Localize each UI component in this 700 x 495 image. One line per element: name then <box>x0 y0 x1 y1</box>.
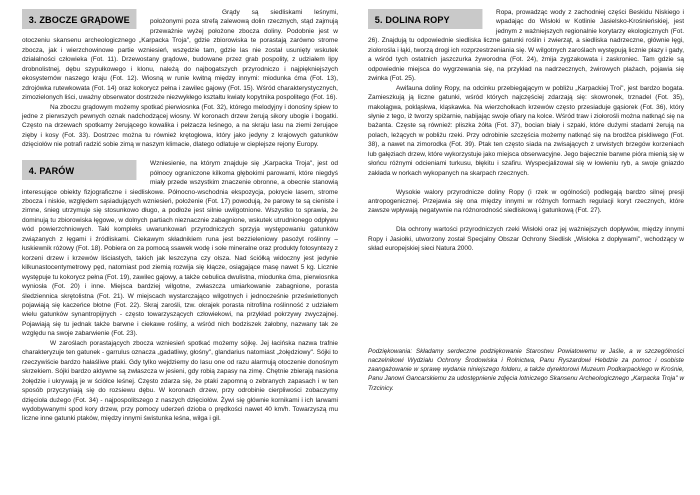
paragraph: Wysokie walory przyrodnicze doliny Ropy (i rzek w ogólności) podlegają bardzo silnej presji antropogenicznej. Przejawia się ona między innymi w różnych formach regulacji koryt rzecznych, które zawsze wpływają negatywnie na różnorodność siedliskową i gatunkową (Fot. 27). <box>368 188 684 215</box>
paragraph: Dla ochrony wartości przyrodniczych rzeki Wisłoki oraz jej ważniejszych dopływów, między innymi Ropy i Jasiołki, utworzony został Specjalny Obszar Ochrony Siedlisk „Wisłoka z dopływami", wchodzący w skład europejskiej sieci Natura 2000. <box>368 226 684 253</box>
section-heading-dolina-ropy: 5. DOLINA ROPY <box>368 9 482 29</box>
left-column <box>22 8 338 485</box>
paragraph: Wzniesienie, na którym znajduje się „Karpacka Troja", jest od północy ograniczone kilkoma głębokimi parowami, które niegdyś miały przede wszystkim znaczenie obronne, a obecnie stanowią interesujące obiekty fizjograficzne i siedliskowe. Północno-wschodnia ekspozycja, pokrycie lasem, strome zbocza i niskie, względem sąsiadujących wzniesień, położenie (Fot. 17) powodują, że parowy te są cieniste i zimne, śnieg utrzymuje się stosunkowo długo, a podłoże jest silnie uwilgotnione. Wszystko to sprawia, że dominują tu zbiorowiska łęgowe, w dolnych partiach nieznacznie zabagnione, wskutek utrudnionego odpływu wód powierzchniowych. Taki kompleks uwarunkowań przyrodniczych sprzyja występowaniu gatunków związanych z łęgami i źródliskami. Ciekawym składnikiem runa jest bezzieleniowy pasożyt roślinny – łuskiewnik różowy (Fot. 18). Pobiera on za pomocą ssawek wodę i sole mineralne oraz produkty fotosyntezy z korzeni drzew i krzewów liściastych, takich jak leszczyna czy olsza. Nad ściółką widoczny jest jedynie kilkunastocentymetrowy pęd, natomiast pod ziemią rozwija się kłącze, osiągające masę nawet 5 kg. Licznie występuje tu kokorycz pełna (Fot. 19), zawilec gajowy, a także cebulica dwulistna, miodunka ćma, pierwiosnka wyniosła (Fot. 20) i inne. Miejsca bardziej wilgotne, zwłaszcza umiarkowanie zabagnione, porasta śledziennica skrętolistna (Fot. 21). W miejscach wystarczająco wilgotnych i jednocześnie prześwietlonych pojawiają się kaczeńce błotne (Fot. 22). Skraj zarośli, tzw. okrajek porasta nitrofilna roślinność z udziałem wielu gatunków synantropijnych - często towarzyszących człowiekowi, na przykład pokrzywy zwyczajnej. Pojawiają się tu jednak także barwne i ciekawe rośliny, a wśród nich bodziszek żałobny, nazwany tak ze względu na swoje zabarwienie (Fot. 23). <box>22 160 338 338</box>
section-zbocze-gradowe <box>22 8 338 103</box>
paragraph: Grądy są siedliskami leśnymi, położonymi poza strefą zalewową dolin rzecznych, stąd zajmują przeważnie wyżej położone zbocza doliny. Podobnie jest w otoczeniu skansenu archeologicznego „Karpacka Troja", gdzie zbiorowiska te porastają zarówno strome zbocza, jak i wierzchowinowe partie wzniesień, wszędzie tam, gdzie las nie został usunięty wskutek działalności człowieka (Fot. 11). Drzewostany grądowe, budowane przez grab pospolity, z udziałem lipy drobnolistnej, dębu szypułkowego i klonu, należą do najbogatszych przyrodniczo i najpiękniejszych ekosystemów naszego kraju (Fot. 12). Wiosną w runie kwitną między innymi: miodunka ćma (Fot. 13), zdrojówka rutewkowata (Fot. 14) oraz kokorycz pełna i zawilec gajowy (Fot. 15). Wśród charakterystycznych, zimozielonych liści, uważny obserwator dostrzeże niezwykłego kształtu kwiaty kopytnika pospolitego (Fot. 16). <box>22 9 338 102</box>
column-tail-spacer <box>22 424 338 428</box>
acknowledgements-block: Podziękowania: Składamy serdeczne podziękowanie Starostwu Powiatowemu w Jaśle, a w szczególności naczelnikowi Wydziału Ochrony Środowiska i Rolnictwa, Panu Ryszardowi Hebdzie za pomoc i osobiste zaangażowanie w sprawę wydania niniejszego folderu, a także dyrektorowi Muzeum Podkarpackiego w Krośnie, Panu Janowi Gancarskiemu za udostępnienie zdjęcia lotniczego Skansenu Archeologicznego „Karpacka Troja" w Trzcinicy. <box>368 347 684 392</box>
paragraph: Awifauna doliny Ropy, na odcinku przebiegającym w pobliżu „Karpackiej Troi", jest bardzo bogata. Zamieszkują ją liczne gatunki, wśród których najczęściej zdarzają się: skowronek, trznadel (Fot. 35), makolągwa, pokląskwa, kląskawka. Na wierzchołkach krzewów często przesiaduje gąsiorek (Fot. 36), który słynie z tego, iż tworzy spiżarnie, nabijając swoje ofiary na kolce. Wśród traw i ziołorośli można natknąć się na bażanta. Częste są również: pliszka żółta (Fot. 37), bocian biały i szpaki, które dużymi stadami żerują na polach, leżących w pobliżu rzeki. Przy odrobinie szczęścia możemy natknąć się na brodźca piskliwego (Fot. 38), a nawet na zimorodka (Fot. 39). Ptak ten często siada na zwisających z urwistych brzegów korzeniach lub gałęziach drzew, które wykorzystuje jako miejsca obserwacyjne. Jego bajecznie barwne pióra mienią się w słońcu różnymi odcieniami turkusu, błękitu i szafiru. Wyspecjalizował się w łowieniu ryb, a swoje gniazdo zakłada w norkach wykopanych na skarpach rzecznych. <box>368 84 684 177</box>
paragraph: Ropa, prowadząc wody z zachodniej części Beskidu Niskiego i wpadając do Wisłoki w Kotlinie Jasielsko-Krośnieńskiej, jest jednym z ważniejszych regionalnie korytarzy ekologicznych (Fot. 26). Znajdują tu odpowiednie siedliska liczne gatunki roślin i zwierząt, a siedliska nadrzeczne, głównie łęgi, ziołorośla i łąki, tworzą drogi ich rozprzestrzeniania się. W wilgotnych zaroślach występują licznie płazy i gady, a wśród tych ostatnich jaszczurka żyworodna (Fot. 24), żmija zygzakowata i zaskroniec. Tam gdzie są odpowiednie miejsca do wygrzewania się, na przykład na nadrzecznych, żwirowych plażach, pojawia się zwinka (Fot. 25). <box>368 9 684 83</box>
right-column <box>368 8 684 485</box>
section-parow <box>22 159 338 339</box>
section-heading-zbocze-gradowe: 3. ZBOCZE GRĄDOWE <box>22 9 136 29</box>
paragraph: W zaroślach porastających zbocza wzniesień spotkać możemy sójkę. Jej łacińska nazwa trafnie charakteryzuje ten gatunek - garrulus oznacza „gadatliwy, głośny", glandarius natomiast „żołędziowy". Sójki to rzeczywiście bardzo hałaśliwe ptaki. Gdy tylko wejdziemy do lasu one od razu alarmują otoczenie donośnym skrzekiem. Sójki bardzo aktywne są zwłaszcza w jesieni, gdy robią zapasy na zimę. Chętnie zbierają nasiona żołędzie i ukrywają je w ściółce leśnej. Często zdarza się, że ptaki zapomną o zebranych zapasach i w ten sposób przyczyniają się do rozsiewu dębu. W koronach drzew, przy odrobinie cierpliwości zobaczymy dzięcioła dużego (Fot. 34) - najpospolitszego z naszych dzięciołów. Żywi się głównie kornikami i ich larwami wydobywanymi spod kory drzew, przy pomocy uderzeń dzioba o prędkości nawet 40 km/h. Towarzyszą mu liczne inne gatunki ptaków, między innymi świstunka leśna, wilga i gil. <box>22 339 338 423</box>
section-heading-parow: 4. PARÓW <box>22 160 136 180</box>
section-dolina-ropy <box>368 8 684 84</box>
paragraph: Na zboczu grądowym możemy spotkać pierwiosnka (Fot. 32), którego melodyjny i donośny śpiew to jedne z pierwszych pewnych oznak nadchodzącej wiosny. W koronach drzew żerują sikory ubogie i bogatki. Często na drzewach spotkamy żerującego kowalika i pełzacza leśnego, a na skraju lasu na ziemi żerujące zięby i kosy (Fot. 33). Dostrzec można tu również krętogłowa, który jako jedyny z krajowych gatunków dzięciołów nie potrafi radzić sobie zimą w naszym klimacie, dlatego odlatuje w cieplejsze rejony Europy. <box>22 103 338 149</box>
two-column-layout <box>22 8 684 485</box>
